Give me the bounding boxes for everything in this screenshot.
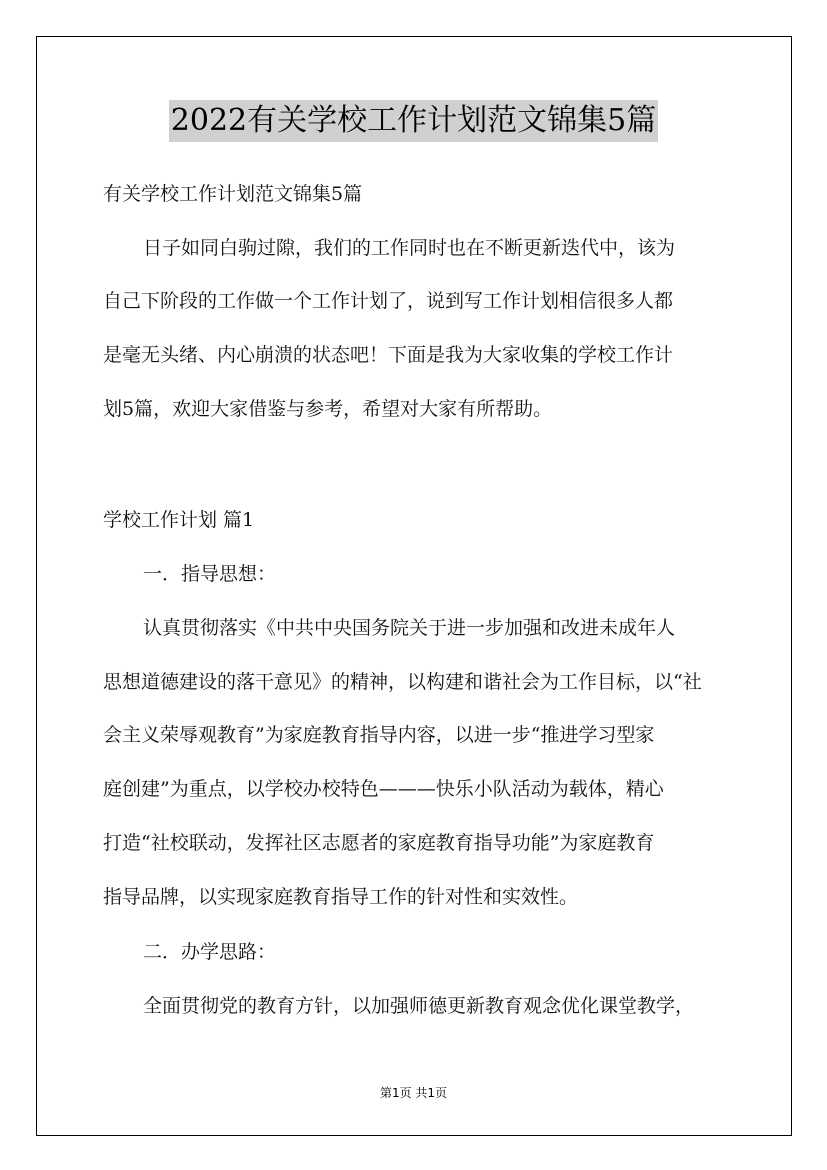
paragraph-line: 会主义荣辱观教育”为家庭教育指导内容，以进一步“推进学习型家	[103, 724, 655, 746]
document-title: 2022有关学校工作计划范文锦集5篇	[169, 100, 658, 142]
subheading: 一．指导思想：	[143, 563, 277, 585]
paragraph-line: 认真贯彻落实《中共中央国务院关于进一步加强和改进未成年人	[143, 617, 676, 639]
paragraph-line: 划5篇，欢迎大家借鉴与参考，希望对大家有所帮助。	[103, 398, 553, 420]
subheading: 二．办学思路：	[143, 941, 277, 963]
paragraph-line: 日子如同白驹过隙，我们的工作同时也在不断更新迭代中，该为	[143, 237, 676, 259]
paragraph-line: 是毫无头绪、内心崩溃的状态吧！下面是我为大家收集的学校工作计	[103, 344, 674, 366]
title-container	[0, 100, 827, 142]
paragraph-line: 全面贯彻党的教育方针，以加强师德更新教育观念优化课堂教学，	[143, 995, 695, 1017]
subtitle: 有关学校工作计划范文锦集5篇	[103, 183, 363, 205]
paragraph-line: 指导品牌，以实现家庭教育指导工作的针对性和实效性。	[103, 886, 579, 908]
paragraph-line: 打造“社校联动，发挥社区志愿者的家庭教育指导功能”为家庭教育	[103, 832, 655, 854]
paragraph-line: 庭创建”为重点，以学校办校特色———快乐小队活动为载体，精心	[103, 778, 664, 800]
page-footer: 第1页 共1页	[379, 1086, 448, 1100]
section-heading: 学校工作计划 篇1	[103, 509, 255, 531]
paragraph-line: 自己下阶段的工作做一个工作计划了，说到写工作计划相信很多人都	[103, 290, 674, 312]
paragraph-line: 思想道德建设的落干意见》的精神，以构建和谐社会为工作目标，以“社	[103, 671, 702, 693]
